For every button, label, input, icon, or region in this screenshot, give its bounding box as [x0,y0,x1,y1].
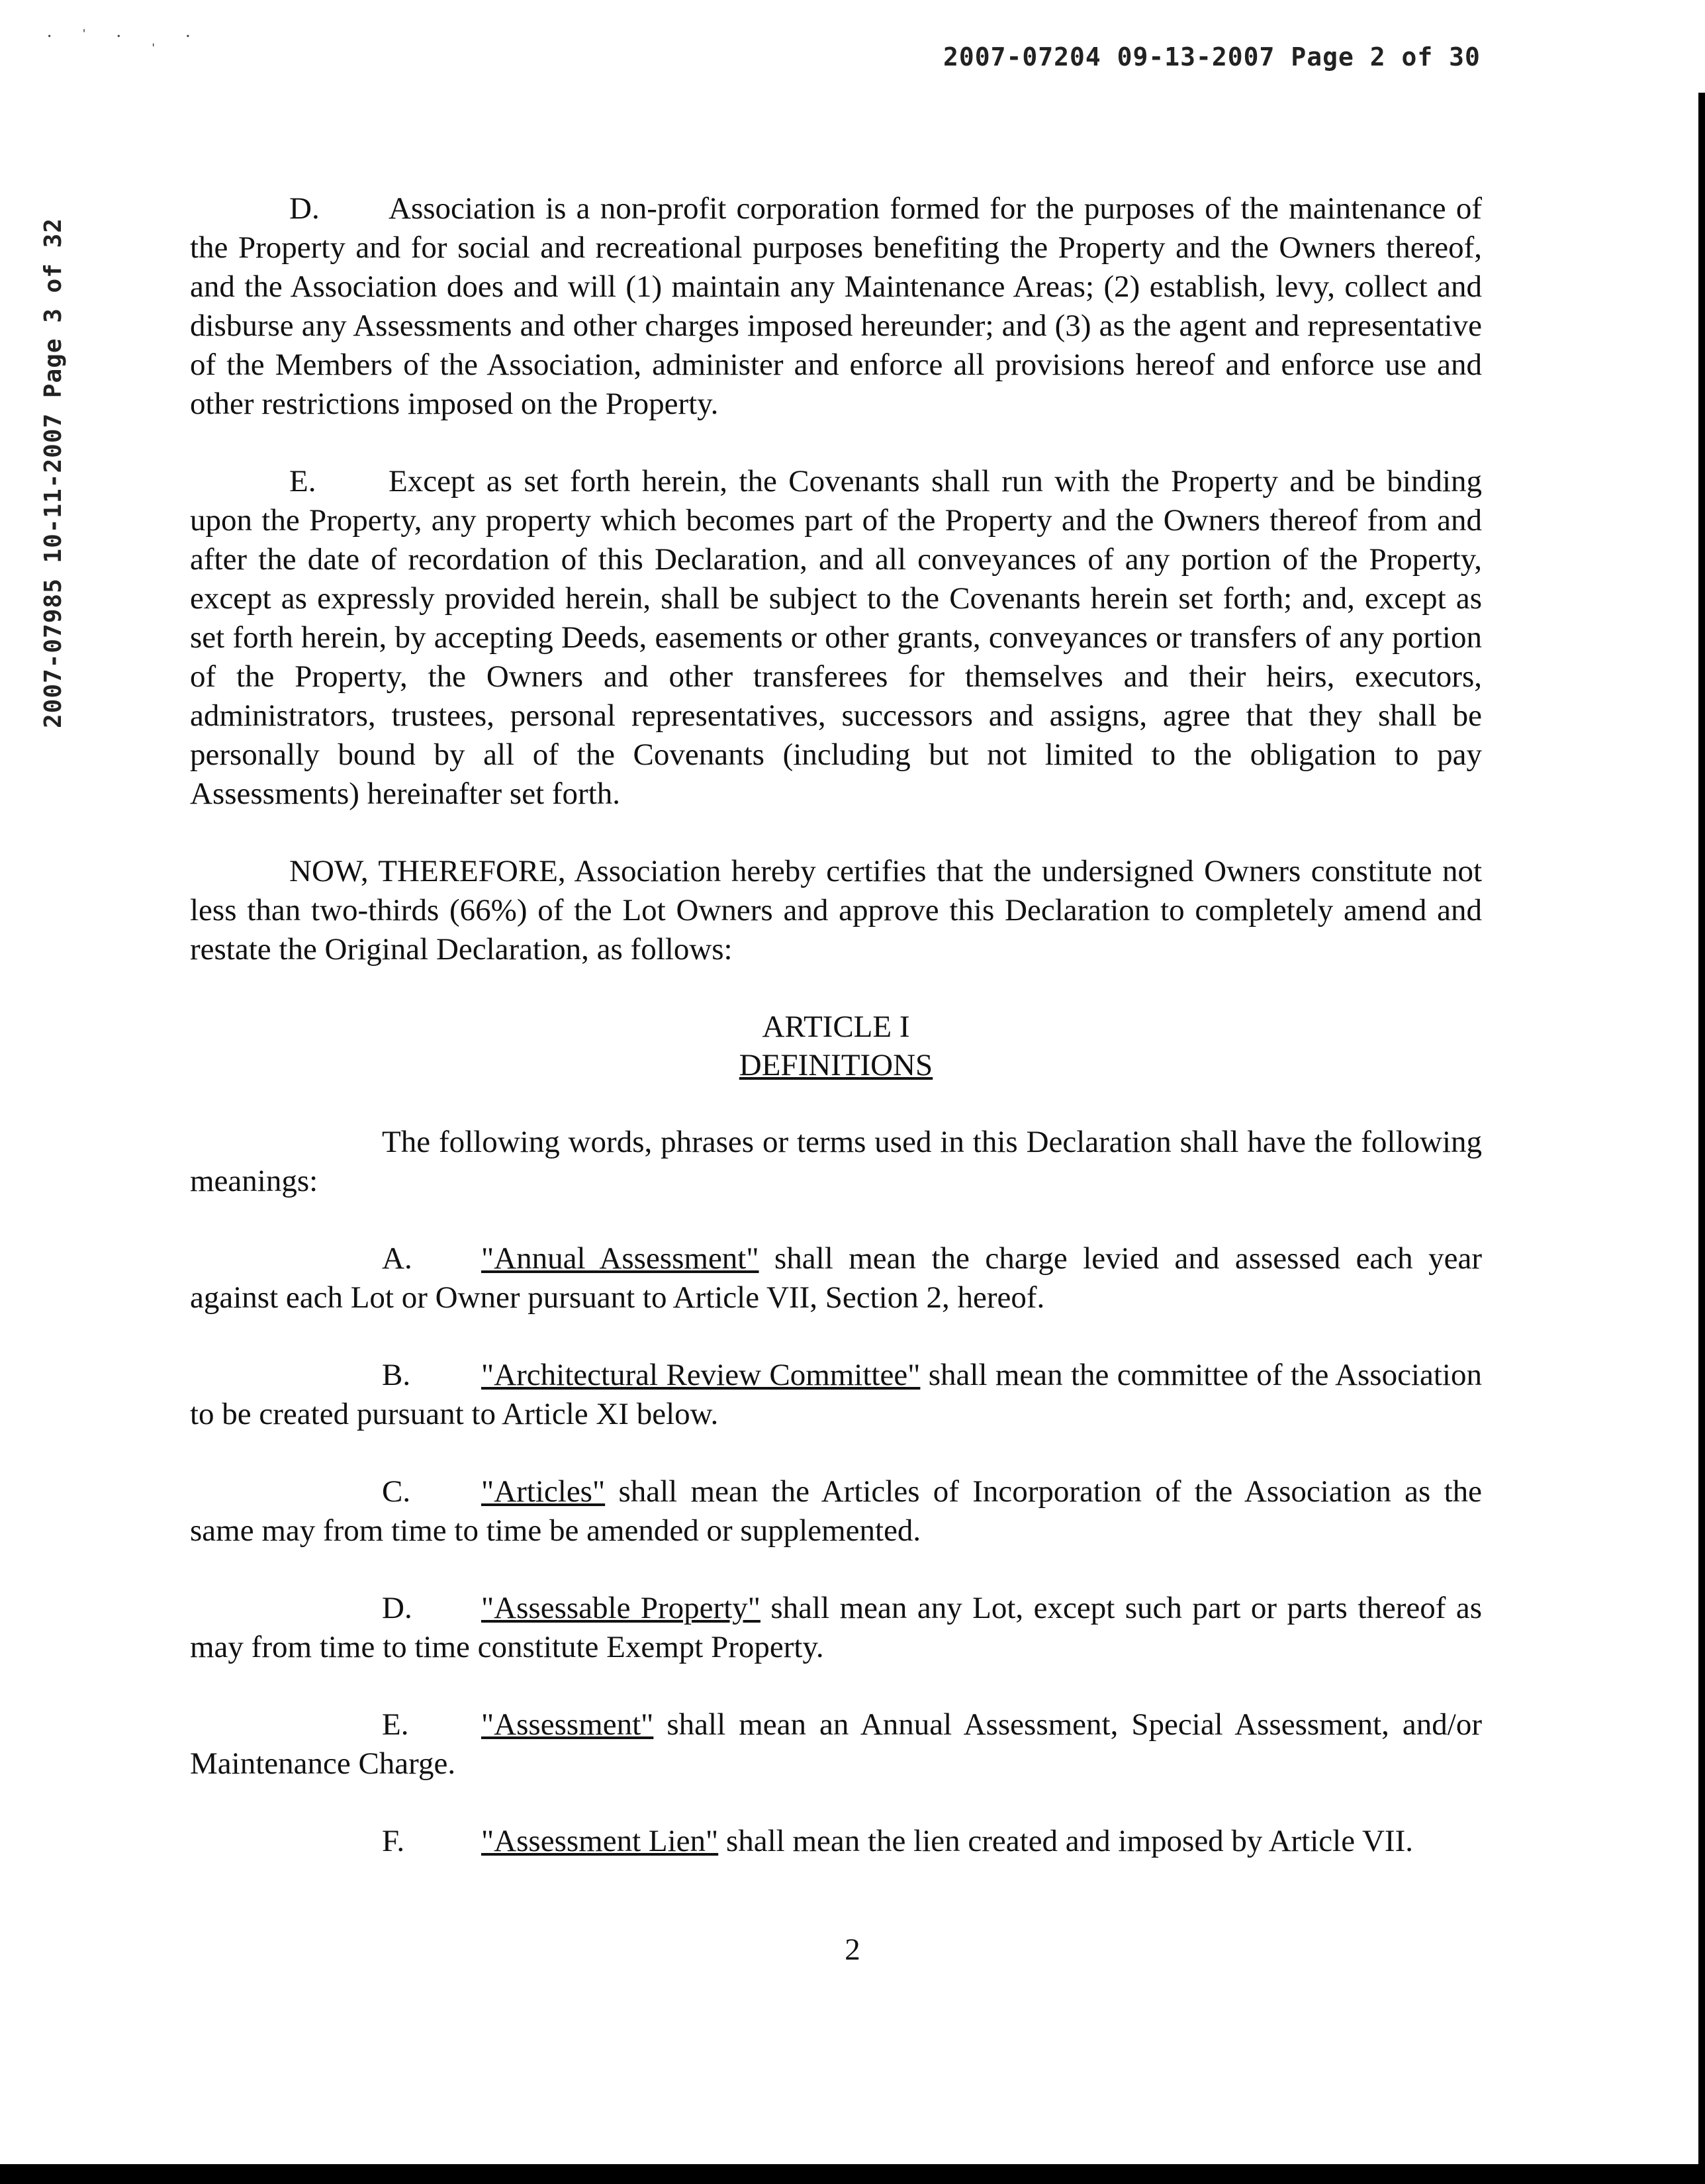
recording-stamp: 2007-07985 10-11-2007 Page 3 of 32 [40,218,67,728]
definition-text: shall mean the committee of the Association to be created pursuant to Article XI below. [190,1358,1482,1431]
definition-term: "Assessable Property" [481,1591,760,1625]
definition-item [190,1472,1482,1550]
definition-term: "Architectural Review Committee" [481,1358,921,1392]
article-title: ARTICLE I [762,1010,910,1044]
definition-marker: D. [382,1591,412,1625]
recital-e [190,462,1482,814]
definition-term: "Articles" [481,1474,606,1509]
recital-e-marker: E. [289,464,316,499]
definition-marker: C. [382,1474,411,1509]
definitions-intro: The following words, phrases or terms used in this Declaration shall have the following meanings: [190,1125,1482,1198]
scan-edge-bottom [0,2164,1705,2184]
definition-item [190,1239,1482,1317]
definition-marker: A. [382,1241,412,1276]
scan-specks: · ˈ · ˌ · [46,26,203,47]
definition-marker: B. [382,1358,411,1392]
definition-text: shall mean the charge levied and assessed each year against each Lot or Owner pursuant to Article VII, Section 2, hereof. [190,1241,1482,1315]
definition-text: shall mean the lien created and imposed by Article VII. [718,1824,1413,1858]
definition-text: shall mean the Articles of Incorporation of the Association as the same may from time to time be amended or supplemented. [190,1474,1482,1548]
article-heading [190,1008,1482,1084]
definition-term: "Annual Assessment" [481,1241,759,1276]
definition-term: "Assessment" [481,1707,654,1742]
definition-item [190,1356,1482,1434]
definition-item [190,1589,1482,1667]
recital-d [190,189,1482,424]
definition-item [190,1822,1482,1861]
now-therefore-clause: NOW, THEREFORE, Association hereby certifies that the undersigned Owners constitute not less than two-thirds (66%) of the Lot Owners and approve this Declaration to completely amend and restate the Original Declaration, as follows: [190,854,1482,967]
definition-text: shall mean an Annual Assessment, Special Assessment, and/or Maintenance Charge. [190,1707,1482,1781]
page-number: 2 [845,1932,860,1967]
definition-marker: F. [382,1824,405,1858]
definition-term: "Assessment Lien" [481,1824,719,1858]
definition-item [190,1705,1482,1783]
recital-d-marker: D. [289,191,320,226]
fax-header-line: 2007-07204 09-13-2007 Page 2 of 30 [943,42,1481,71]
scan-edge-right [1698,93,1705,2165]
recital-e-text: Except as set forth herein, the Covenants shall run with the Property and be binding upon the Property, any property which becomes part of the Property and the Owners thereof from and after the date of recordation of this Declaration, and all conveyances of any portion of the Property, except as expressly provided herein, shall be subject to the Covenants herein set forth; and, except as set forth herein, by accepting Deeds, easements or other grants, conveyances or transfers of any portion of the Property, the Owners and other transferees for themselves and their heirs, executors, administrators, trustees, personal representatives, successors and assigns, agree that they shall be personally bound by all of the Covenants (including but not limited to the obligation to pay Assessments) hereinafter set forth. [190,464,1482,811]
recital-d-text: Association is a non-profit corporation formed for the purposes of the maintenance of the Property and for social and recreational purposes benefiting the Property and the Owners thereof, and the Association does and will (1) maintain any Maintenance Areas; (2) establish, levy, collect and disburse any Assessments and other charges imposed hereunder; and (3) as the agent and representative of the Members of the Association, administer and enforce all provisions hereof and enforce use and other restrictions imposed on the Property. [190,191,1482,421]
document-body [190,189,1482,1899]
article-subtitle: DEFINITIONS [739,1048,933,1082]
definition-marker: E. [382,1707,409,1742]
definition-text: shall mean any Lot, except such part or parts thereof as may from time to time constitute Exempt Property. [190,1591,1482,1664]
